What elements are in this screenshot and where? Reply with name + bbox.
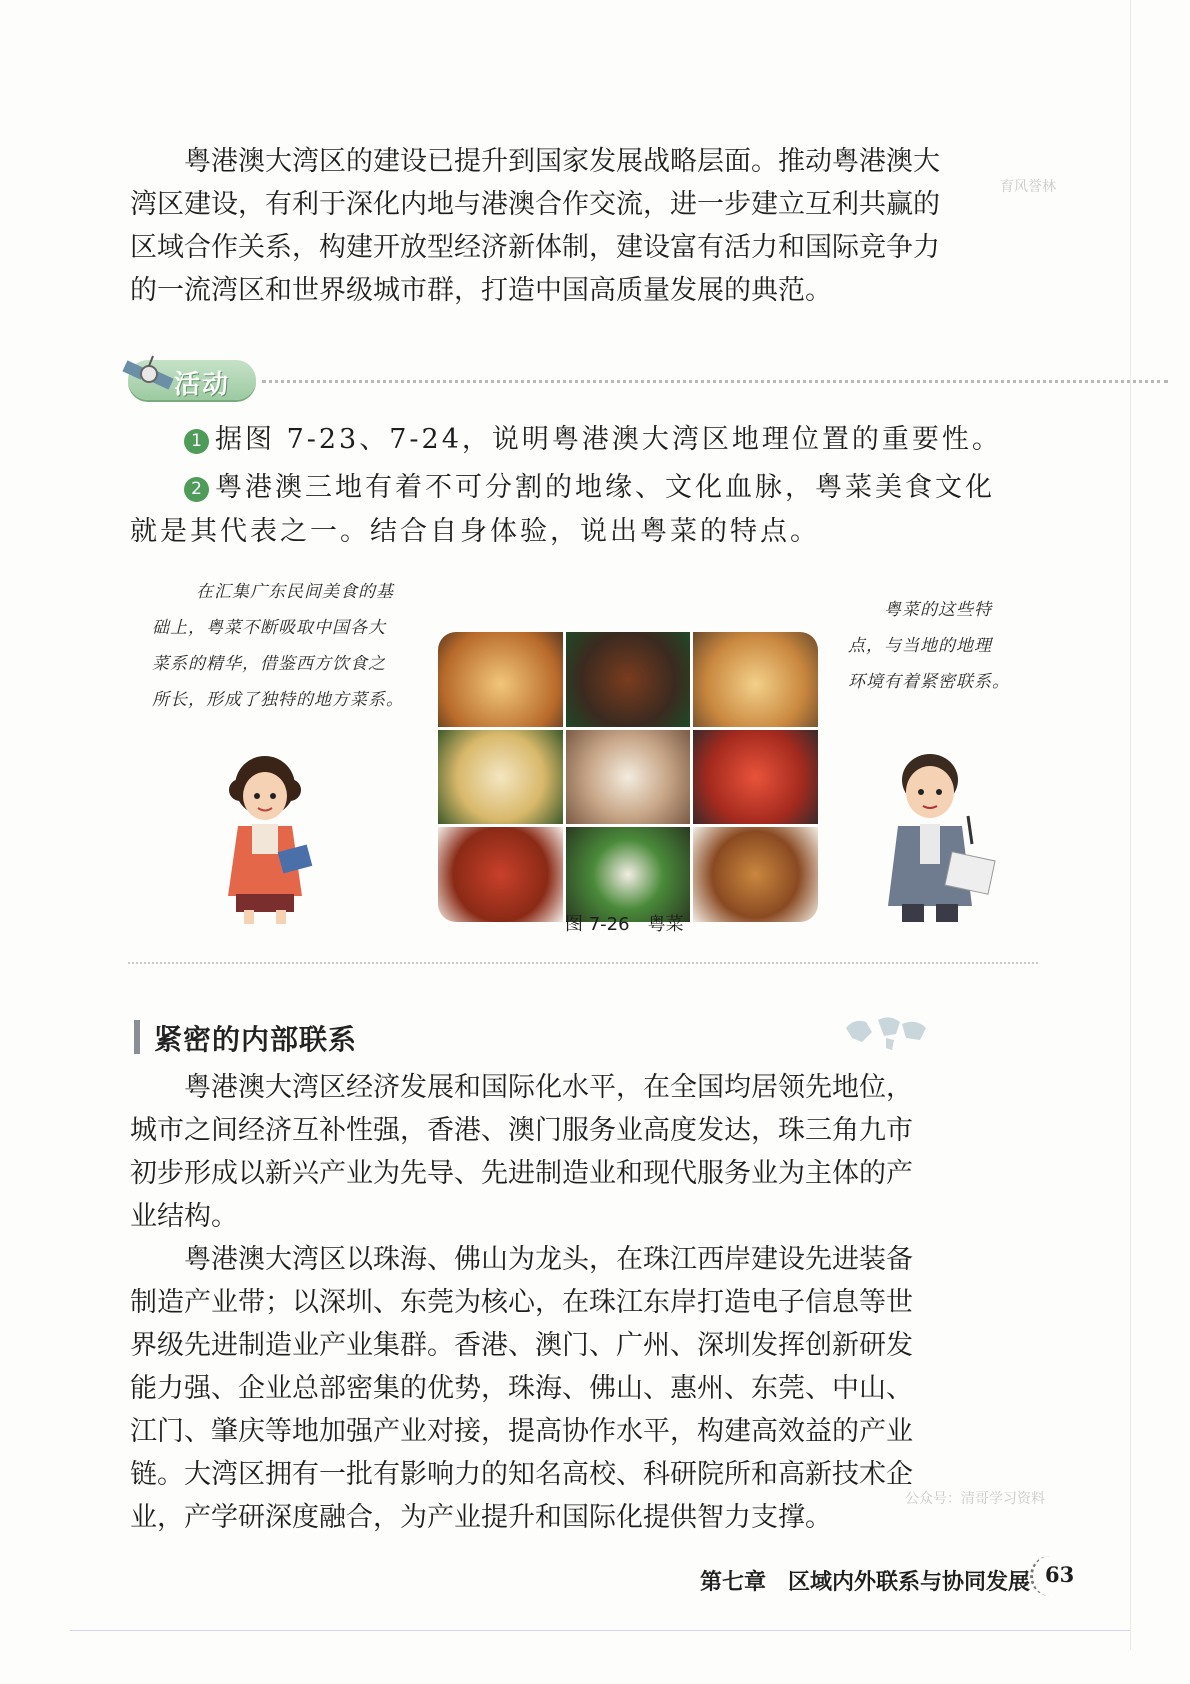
page-number: 63	[1045, 1562, 1075, 1587]
activity-badge	[128, 360, 256, 400]
watermark-top: 育风誉林	[1000, 179, 1056, 195]
food-photo-9	[693, 827, 818, 922]
section-heading-bar	[134, 1020, 140, 1054]
section-body	[130, 1066, 938, 1539]
activity-heading	[128, 360, 1028, 404]
activity-label: 活动	[174, 370, 231, 400]
figure-caption: 图 7-26 粤菜	[565, 914, 684, 935]
world-map-icon	[840, 1010, 930, 1054]
food-photo-6	[693, 730, 818, 825]
bubble-left-line-4: 所长，形成了独特的地方菜系。	[152, 690, 404, 710]
cantonese-food-photos	[438, 632, 818, 922]
bubble-left-line-3: 菜系的精华，借鉴西方饮食之	[152, 654, 386, 674]
food-photo-3	[693, 632, 818, 727]
food-photo-1	[438, 632, 563, 727]
bubble-left-line-1: 在汇集广东民间美食的基	[196, 582, 394, 602]
speech-bubble-right	[848, 592, 1048, 700]
food-photo-4	[438, 730, 563, 825]
bubble-right-line-2: 点，与当地的地理	[848, 636, 992, 656]
activity-question-2	[130, 466, 1010, 554]
food-photo-7	[438, 827, 563, 922]
question-1-text: 据图 7-23、7-24，说明粤港澳大湾区地理位置的重要性。	[215, 424, 1002, 455]
activity-divider	[262, 380, 1168, 383]
activity-end-divider	[128, 962, 1038, 964]
food-photo-8	[566, 827, 691, 922]
section-paragraph-2: 粤港澳大湾区以珠海、佛山为龙头，在珠江西岸建设先进装备制造产业带；以深圳、东莞为核心，在珠江东岸打造电子信息等世界级先进制造业产业集群。香港、澳门、广州、深圳发挥创新研发能力强、企业总部密集的优势，珠海、佛山、惠州、东莞、中山、江门、肇庆等地加强产业对接，提高协作水平，构建高效益的产业链。大湾区拥有一批有影响力的知名高校、科研院所和高新技术企业，产学研深度融合，为产业提升和国际化提供智力支撑。	[130, 1244, 913, 1533]
bubble-left-line-2: 础上，粤菜不断吸取中国各大	[152, 618, 386, 638]
question-number-2: 2	[184, 477, 209, 502]
food-photo-5	[566, 730, 691, 825]
section-paragraph-1: 粤港澳大湾区经济发展和国际化水平，在全国均居领先地位，城市之间经济互补性强，香港、澳门服务业高度发达，珠三角九市初步形成以新兴产业为先导、先进制造业和现代服务业为主体的产业结构。	[130, 1072, 913, 1232]
bottom-rule	[70, 1630, 1130, 1631]
chapter-footer: 第七章 区域内外联系与协同发展	[700, 1569, 1031, 1595]
girl-student-illustration	[210, 756, 330, 926]
food-photo-2	[566, 632, 691, 727]
section-title: 紧密的内部联系	[154, 1023, 358, 1056]
boy-student-illustration	[868, 746, 998, 926]
watermark-bottom: 公众号：清哥学习资料	[905, 1491, 1045, 1507]
speech-bubble-left	[152, 574, 432, 718]
satellite-icon	[122, 350, 182, 396]
question-2-text: 粤港澳三地有着不可分割的地缘、文化血脉，粤菜美食文化就是其代表之一。结合自身体验，说出粤菜的特点。	[130, 472, 995, 547]
intro-paragraph	[130, 140, 950, 312]
activity-question-1	[184, 418, 1004, 462]
question-number-1: 1	[184, 429, 209, 454]
intro-text: 粤港澳大湾区的建设已提升到国家发展战略层面。推动粤港澳大湾区建设，有利于深化内地与港澳合作交流，进一步建立互利共赢的区域合作关系，构建开放型经济新体制，建设富有活力和国际竞争力的一流湾区和世界级城市群，打造中国高质量发展的典范。	[130, 146, 940, 306]
bubble-right-line-3: 环境有着紧密联系。	[848, 672, 1010, 692]
bubble-right-line-1: 粤菜的这些特	[884, 600, 992, 620]
